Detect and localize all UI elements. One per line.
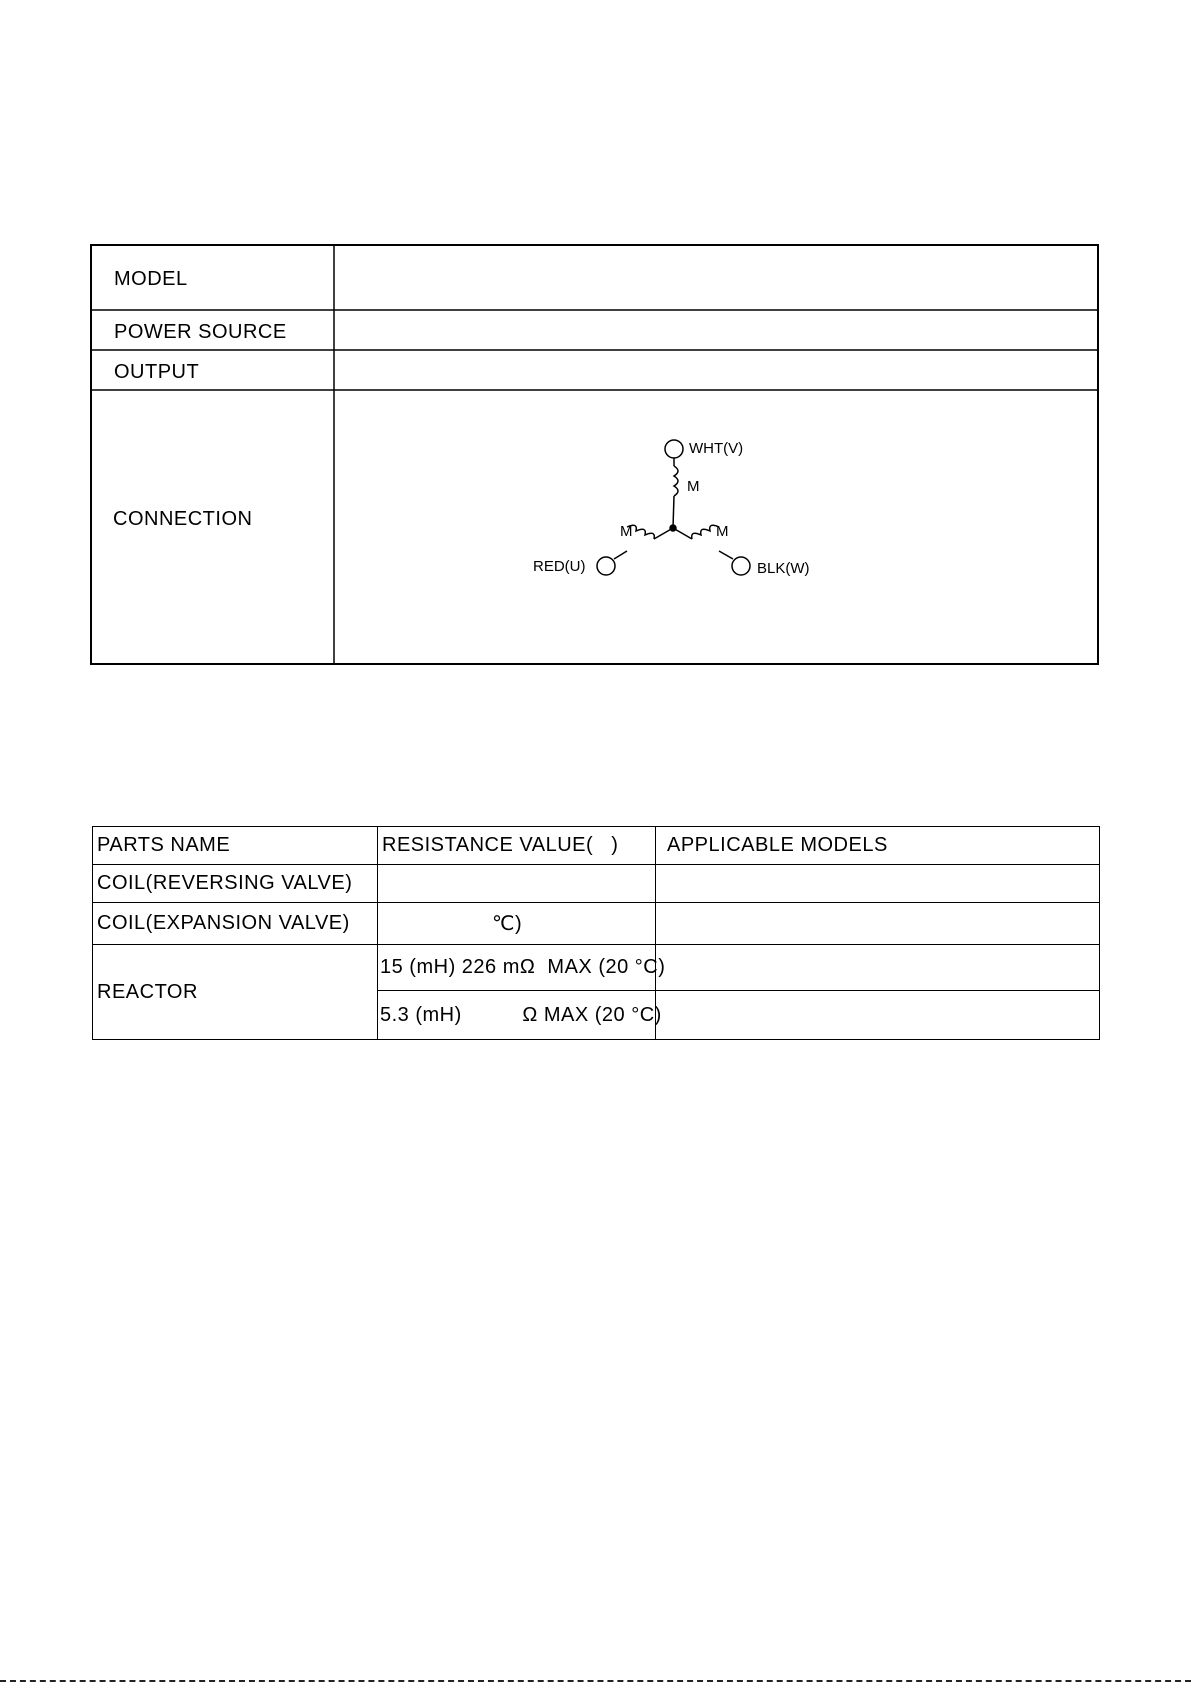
winding-label-left: M: [620, 523, 633, 540]
motor-connection-diagram: [597, 440, 750, 575]
models-cell: [656, 991, 1100, 1040]
table-row: [93, 865, 1100, 903]
models-cell: [656, 903, 1100, 945]
winding-label-top: M: [687, 478, 700, 495]
resistance-cell: ℃): [378, 903, 656, 945]
resistance-cell: [378, 865, 656, 903]
header-parts-name: PARTS NAME: [93, 827, 378, 865]
motor-table: [0, 0, 1191, 700]
terminal-top-circle: [665, 440, 683, 458]
parts-resistance-table: [92, 826, 1100, 1040]
winding-label-right: M: [716, 523, 729, 540]
output-label: OUTPUT: [114, 361, 200, 383]
table-row: [93, 903, 1100, 945]
table-header-row: [93, 827, 1100, 865]
table-row: [93, 945, 1100, 991]
terminal-blk-label: BLK(W): [757, 560, 810, 577]
page-bottom-edge: [0, 1680, 1191, 1684]
header-resistance-value: RESISTANCE VALUE( ): [378, 827, 656, 865]
power-source-label: POWER SOURCE: [114, 321, 287, 343]
terminal-left-circle: [597, 557, 615, 575]
resistance-cell: 5.3 (mH) Ω MAX (20 °C): [378, 991, 656, 1040]
terminal-right-circle: [732, 557, 750, 575]
part-name-cell: REACTOR: [93, 945, 378, 1040]
header-applicable-models: APPLICABLE MODELS: [656, 827, 1100, 865]
resistance-cell: 15 (mH) 226 mΩ MAX (20 °C): [378, 945, 656, 991]
part-name-cell: COIL(EXPANSION VALVE): [93, 903, 378, 945]
terminal-wht-label: WHT(V): [689, 440, 744, 457]
models-cell: [656, 865, 1100, 903]
models-cell: [656, 945, 1100, 991]
part-name-cell: COIL(REVERSING VALVE): [93, 865, 378, 903]
terminal-red-label: RED(U): [533, 558, 586, 575]
model-label: MODEL: [114, 268, 188, 290]
connection-label: CONNECTION: [113, 508, 253, 530]
